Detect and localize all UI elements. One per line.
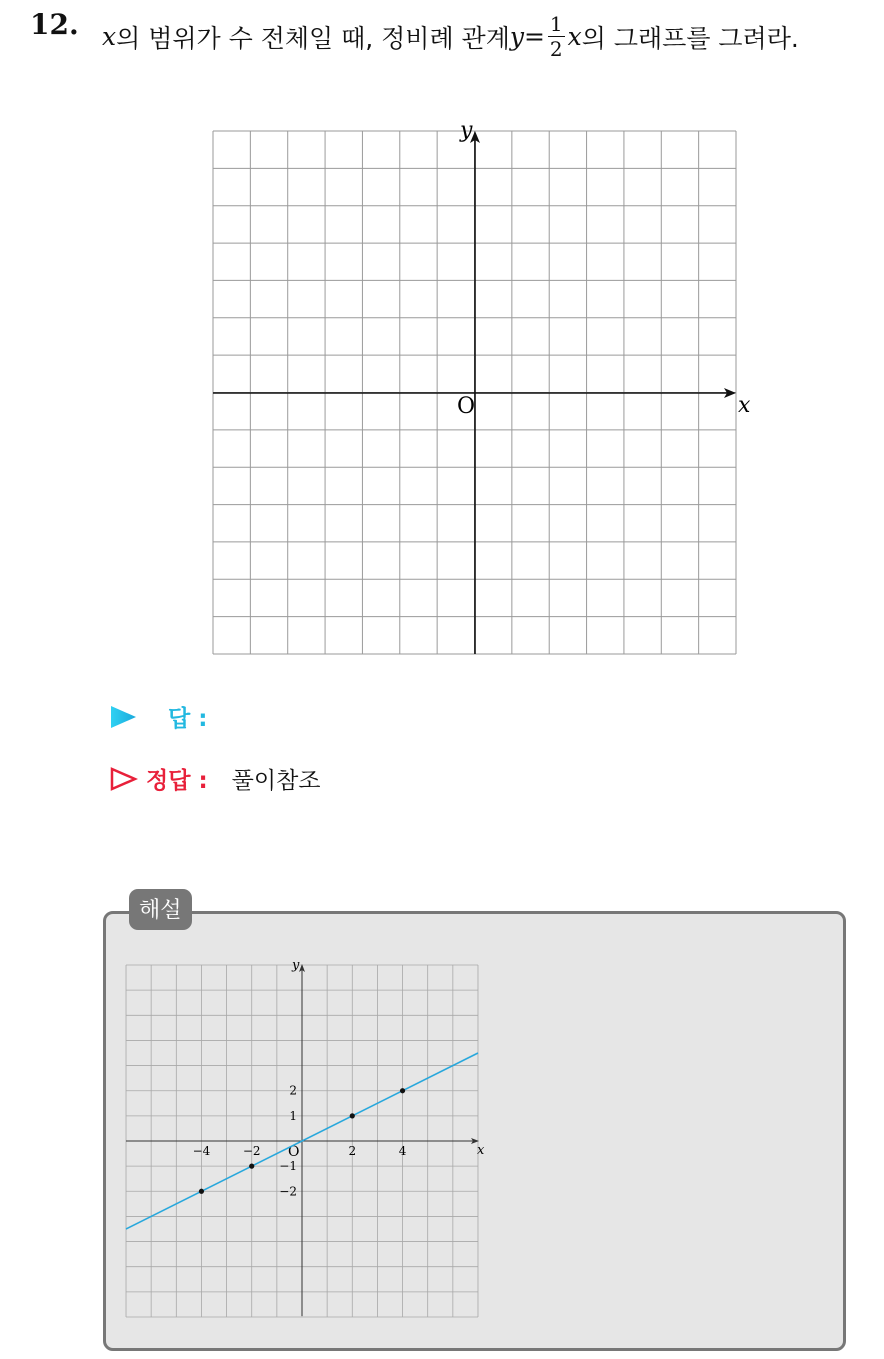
y-tick-label: 1	[289, 1108, 297, 1123]
fraction-denominator: 2	[549, 37, 563, 61]
correct-answer-row	[108, 762, 321, 795]
y-tick-label: −2	[279, 1184, 297, 1199]
question-var-x: x	[102, 22, 117, 51]
x-tick-label: −2	[242, 1144, 261, 1158]
y-tick-label: −1	[279, 1159, 297, 1174]
equation-lhs: y	[509, 22, 524, 51]
blank-coordinate-grid[interactable]	[200, 112, 760, 662]
question-text	[102, 14, 799, 59]
equation-var: x	[567, 22, 582, 51]
y-tick-label: 2	[289, 1083, 297, 1098]
solution-y-label: y	[292, 958, 300, 973]
question-text-part2: 의 그래프를 그려라.	[581, 23, 799, 53]
answer-row	[108, 700, 207, 733]
origin-label: O	[457, 394, 476, 419]
question-text-part1: 의 범위가 수 전체일 때, 정비례 관계	[116, 23, 510, 53]
outline-triangle-icon	[108, 766, 138, 792]
solution-tag: 해설	[129, 889, 192, 930]
question-number: 12.	[30, 8, 79, 41]
play-triangle-icon	[108, 704, 138, 730]
solution-point	[199, 1189, 204, 1194]
correct-answer-value: 풀이참조	[231, 768, 321, 794]
x-axis-label: x	[738, 393, 751, 418]
fraction	[548, 14, 565, 59]
equation-sign: =	[523, 22, 545, 51]
solution-x-label: x	[477, 1143, 485, 1158]
solution-point	[400, 1088, 405, 1093]
solution-point	[249, 1164, 254, 1169]
fraction-numerator: 1	[549, 12, 563, 36]
x-tick-label: 4	[398, 1144, 407, 1158]
solution-point	[350, 1113, 355, 1118]
answer-label: 답 :	[168, 706, 208, 732]
y-axis-label: y	[460, 118, 473, 143]
correct-answer-label: 정답 :	[146, 768, 208, 794]
solution-origin-label: O	[288, 1144, 300, 1160]
x-tick-label: −4	[192, 1144, 211, 1158]
solution-graph	[118, 955, 498, 1325]
x-tick-label: 2	[348, 1144, 357, 1158]
